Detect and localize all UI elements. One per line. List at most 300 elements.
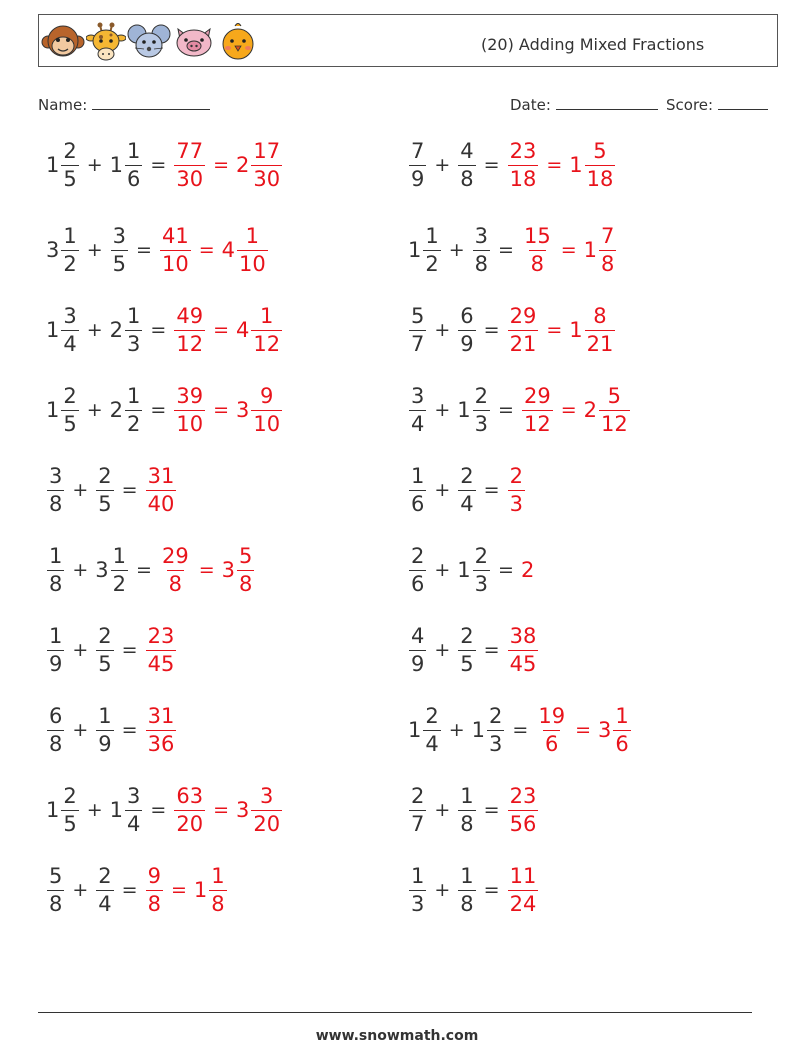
addend-1-term: [408, 543, 427, 596]
answer-improper-fraction: [146, 463, 177, 516]
addend-1-term: [46, 463, 65, 516]
addend-2-fraction: [458, 783, 475, 836]
answer-improper-denominator: 40: [147, 491, 175, 516]
problem-item: [46, 857, 228, 923]
addend-2-term: [472, 223, 491, 276]
addend-2-denominator: 3: [127, 331, 141, 356]
footer-url: www.snowmath.com: [315, 1028, 479, 1044]
addend-2-numerator: 2: [460, 623, 474, 648]
addend-1-fraction: [61, 138, 78, 191]
answer-mixed-denominator: 10: [253, 411, 281, 436]
addend-2-numerator: 2: [474, 543, 489, 568]
answer-whole-number: 2: [520, 558, 535, 582]
addend-2-term: [95, 623, 114, 676]
addend-1-fraction: [409, 783, 426, 836]
addend-2-denominator: 3: [474, 411, 489, 436]
addend-1-term: [408, 303, 427, 356]
addend-1-term: [408, 383, 427, 436]
addend-1-denominator: 9: [411, 651, 425, 676]
addend-1-numerator: 1: [411, 863, 425, 888]
addend-1-fraction: [47, 703, 64, 756]
plus-sign: +: [72, 639, 89, 661]
addend-1-fraction: [61, 383, 78, 436]
addend-2-fraction: [458, 138, 475, 191]
equals-sign: =: [483, 319, 500, 341]
answer-improper-numerator: 2: [509, 463, 523, 488]
addend-1-numerator: 2: [63, 138, 77, 163]
answer-mixed-numerator: 5: [593, 138, 607, 163]
problem-item: [408, 617, 539, 683]
answer-improper-denominator: 12: [523, 411, 551, 436]
problem-item: [408, 697, 632, 763]
addend-1-numerator: 6: [49, 703, 63, 728]
answer: [507, 138, 617, 191]
addend-2-denominator: 6: [127, 166, 141, 191]
addend-1-whole-number: 1: [46, 798, 60, 822]
answer-mixed-whole-number: 2: [236, 153, 250, 177]
answer-mixed-fraction: [237, 543, 254, 596]
addend-1-numerator: 4: [411, 623, 425, 648]
addend-1-term: [408, 623, 427, 676]
answer: [173, 783, 283, 836]
answer-improper-fraction: [146, 623, 177, 676]
answer-improper-term: [173, 138, 206, 191]
equals-sign: =: [498, 399, 514, 421]
addend-1-term: [408, 138, 427, 191]
plus-sign: +: [448, 239, 465, 261]
answer-mixed-denominator: 12: [601, 411, 628, 436]
addend-2-term: [457, 623, 476, 676]
answer-improper-fraction: [160, 223, 191, 276]
answer-improper-fraction: [522, 223, 553, 276]
answer: [521, 558, 534, 582]
answer-mixed-denominator: 12: [253, 331, 281, 356]
addend-1-term: [408, 863, 427, 916]
addend-1-denominator: 9: [411, 166, 425, 191]
addend-1-term: [46, 623, 65, 676]
animal-icons: [41, 21, 259, 63]
addend-2-numerator: 4: [460, 138, 474, 163]
addend-2-term: [457, 138, 476, 191]
addend-1-term: [46, 223, 80, 276]
answer-improper-term: [507, 463, 526, 516]
addend-1-fraction: [47, 863, 64, 916]
answer-mixed-term: [221, 223, 269, 276]
plus-sign: +: [434, 399, 451, 421]
addend-2-denominator: 4: [460, 491, 474, 516]
problem-item: [46, 377, 283, 443]
answer-improper-numerator: 39: [176, 383, 204, 408]
addend-2-numerator: 2: [98, 863, 112, 888]
problem-item: [46, 457, 177, 523]
answer-improper-numerator: 9: [147, 863, 161, 888]
addend-1-fraction: [47, 623, 64, 676]
addend-1-numerator: 1: [411, 463, 425, 488]
answer-improper-numerator: 41: [161, 223, 189, 248]
addend-1-denominator: 6: [411, 491, 425, 516]
answer-improper-denominator: 10: [176, 411, 204, 436]
problem-item: [408, 217, 617, 283]
answer-improper-denominator: 21: [509, 331, 537, 356]
answer: [173, 138, 283, 191]
plus-sign: +: [434, 799, 451, 821]
addend-2-numerator: 1: [127, 138, 141, 163]
addend-2-whole-number: 1: [457, 558, 471, 582]
addend-2-term: [110, 223, 129, 276]
addend-2-whole-number: 1: [109, 153, 124, 177]
answer-mixed-numerator: 1: [615, 703, 629, 728]
addend-2-numerator: 1: [127, 303, 141, 328]
answer-mixed-whole-number: 4: [236, 318, 250, 342]
addend-2-fraction: [96, 863, 113, 916]
answer-improper-numerator: 31: [147, 703, 175, 728]
answer-equals-sign: =: [170, 879, 187, 901]
addend-1-denominator: 2: [425, 251, 439, 276]
answer-improper-denominator: 30: [176, 166, 204, 191]
problem-item: [46, 132, 283, 198]
addend-1-denominator: 6: [411, 571, 425, 596]
answer-improper-term: [145, 703, 178, 756]
addend-1-numerator: 5: [411, 303, 425, 328]
answer: [173, 383, 283, 436]
answer: [145, 703, 178, 756]
answer-improper-denominator: 24: [509, 891, 537, 916]
addend-2-denominator: 8: [474, 251, 489, 276]
answer: [507, 863, 540, 916]
answer-improper-denominator: 8: [147, 891, 161, 916]
answer-improper-fraction: [522, 383, 553, 436]
answer: [507, 303, 617, 356]
addend-2-term: [95, 463, 114, 516]
plus-sign: +: [448, 719, 465, 741]
addend-2-numerator: 1: [112, 543, 127, 568]
answer-improper-numerator: 49: [176, 303, 204, 328]
addend-2-numerator: 3: [127, 783, 141, 808]
answer: [145, 623, 178, 676]
answer-mixed-term: [583, 223, 618, 276]
answer: [507, 463, 526, 516]
addend-1-term: [46, 703, 65, 756]
addend-1-fraction: [409, 463, 426, 516]
answer-improper-numerator: 23: [509, 138, 537, 163]
answer-mixed-whole-number: 1: [569, 153, 583, 177]
equals-sign: =: [483, 154, 500, 176]
answer-mixed-numerator: 3: [260, 783, 274, 808]
name-field[interactable]: [38, 94, 210, 114]
addend-2-denominator: 5: [98, 651, 112, 676]
addend-2-whole-number: 2: [109, 318, 124, 342]
answer-improper-fraction: [508, 623, 539, 676]
answer-mixed-whole-number: 1: [583, 238, 597, 262]
addend-1-fraction: [423, 223, 440, 276]
addend-2-whole-number: 3: [95, 558, 109, 582]
equals-sign: =: [483, 639, 500, 661]
answer-improper-numerator: 15: [523, 223, 551, 248]
answer: [507, 783, 540, 836]
addend-1-denominator: 7: [411, 331, 425, 356]
answer-mixed-fraction: [585, 303, 616, 356]
answer-mixed-term: [583, 383, 631, 436]
problem-item: [46, 617, 177, 683]
addend-2-whole-number: 1: [471, 718, 486, 742]
pig-icon: [172, 21, 216, 63]
addend-2-whole-number: 1: [109, 798, 124, 822]
plus-sign: +: [434, 879, 451, 901]
addend-1-fraction: [47, 463, 64, 516]
score-field[interactable]: [666, 94, 768, 114]
plus-sign: +: [86, 399, 103, 421]
score-label: Score:: [666, 96, 714, 114]
answer-equals-sign: =: [198, 559, 215, 581]
addend-1-whole-number: 1: [408, 238, 422, 262]
addend-2-fraction: [125, 303, 142, 356]
answer-improper-fraction: [146, 703, 177, 756]
addend-2-denominator: 4: [98, 891, 112, 916]
answer-improper-term: [507, 303, 540, 356]
worksheet-header: [38, 14, 778, 67]
addend-1-denominator: 4: [63, 331, 77, 356]
addend-2-fraction: [473, 543, 490, 596]
addend-1-term: [46, 383, 80, 436]
answer-mixed-term: [236, 138, 283, 191]
answer-mixed-fraction: [237, 223, 268, 276]
problem-item: [408, 777, 539, 843]
addend-1-term: [46, 543, 65, 596]
equals-sign: =: [150, 154, 167, 176]
addend-1-denominator: 4: [411, 411, 425, 436]
addend-1-fraction: [61, 783, 78, 836]
addend-1-fraction: [409, 303, 426, 356]
answer-improper-term: [173, 783, 206, 836]
answer-equals-sign: =: [560, 399, 577, 421]
answer-improper-fraction: [508, 303, 539, 356]
equals-sign: =: [512, 719, 529, 741]
answer-mixed-fraction: [209, 863, 226, 916]
answer-mixed-fraction: [585, 138, 616, 191]
equals-sign: =: [150, 799, 167, 821]
equals-sign: =: [121, 639, 138, 661]
equals-sign: =: [483, 879, 500, 901]
mouse-icon: [127, 21, 171, 63]
answer-mixed-term: [598, 703, 632, 756]
addend-1-fraction: [409, 138, 426, 191]
answer-improper-denominator: 8: [168, 571, 183, 596]
answer-improper-denominator: 45: [509, 651, 537, 676]
answer-mixed-denominator: 30: [253, 166, 281, 191]
answer-improper-fraction: [146, 863, 163, 916]
answer-improper-term: [159, 223, 192, 276]
problem-item: [46, 537, 255, 603]
addend-2-denominator: 5: [460, 651, 474, 676]
answer-improper-term: [507, 623, 540, 676]
addend-2-term: [457, 463, 476, 516]
equals-sign: =: [121, 479, 138, 501]
addend-2-denominator: 2: [112, 571, 127, 596]
answer-improper-numerator: 31: [147, 463, 175, 488]
addend-2-numerator: 1: [460, 783, 474, 808]
answer-improper-fraction: [536, 703, 567, 756]
addend-1-fraction: [61, 303, 78, 356]
addend-2-numerator: 6: [460, 303, 474, 328]
answer-improper-fraction: [174, 303, 205, 356]
answer-mixed-term: [569, 303, 616, 356]
addend-1-fraction: [47, 543, 64, 596]
answer-mixed-fraction: [599, 383, 630, 436]
addend-2-numerator: 2: [460, 463, 474, 488]
addend-1-numerator: 1: [49, 543, 63, 568]
addend-1-whole-number: 1: [46, 318, 60, 342]
answer-improper-fraction: [174, 138, 205, 191]
addend-1-denominator: 5: [63, 166, 77, 191]
addend-1-numerator: 5: [49, 863, 63, 888]
addend-1-denominator: 8: [49, 491, 63, 516]
addend-1-term: [408, 703, 442, 756]
equals-sign: =: [498, 559, 514, 581]
answer-mixed-numerator: 7: [601, 223, 615, 248]
answer-mixed-fraction: [251, 138, 282, 191]
addend-1-numerator: 2: [425, 703, 439, 728]
answer-improper-numerator: 23: [509, 783, 537, 808]
answer-improper-denominator: 45: [147, 651, 175, 676]
answer-mixed-whole-number: 3: [236, 798, 250, 822]
addend-2-term: [457, 863, 476, 916]
addend-1-denominator: 5: [63, 811, 77, 836]
addend-1-numerator: 7: [411, 138, 425, 163]
answer-mixed-fraction: [251, 783, 282, 836]
equals-sign: =: [483, 479, 500, 501]
addend-1-numerator: 2: [63, 783, 77, 808]
addend-2-term: [457, 383, 491, 436]
addend-2-numerator: 3: [112, 223, 127, 248]
answer-improper-numerator: 38: [509, 623, 537, 648]
date-blank[interactable]: [556, 94, 658, 110]
answer-improper-denominator: 3: [509, 491, 523, 516]
plus-sign: +: [86, 239, 103, 261]
equals-sign: =: [136, 559, 152, 581]
answer-mixed-numerator: 5: [239, 543, 253, 568]
addend-2-denominator: 8: [460, 166, 474, 191]
answer-equals-sign: =: [213, 319, 229, 341]
name-blank[interactable]: [92, 94, 210, 110]
addend-1-numerator: 2: [63, 383, 77, 408]
score-blank[interactable]: [718, 94, 768, 110]
equals-sign: =: [483, 799, 500, 821]
answer-mixed-denominator: 8: [211, 891, 225, 916]
addend-2-fraction: [458, 623, 475, 676]
addend-2-denominator: 4: [127, 811, 141, 836]
answer: [535, 703, 631, 756]
answer-improper-numerator: 63: [176, 783, 204, 808]
addend-2-term: [95, 543, 129, 596]
answer: [159, 543, 255, 596]
answer-mixed-whole-number: 2: [583, 398, 597, 422]
addend-1-denominator: 5: [63, 411, 77, 436]
answer-mixed-fraction: [599, 223, 616, 276]
answer-improper-numerator: 11: [509, 863, 537, 888]
answer-improper-denominator: 56: [509, 811, 537, 836]
addend-2-fraction: [458, 863, 475, 916]
problem-item: [46, 297, 283, 363]
answer-mixed-fraction: [613, 703, 630, 756]
answer-equals-sign: =: [213, 399, 229, 421]
answer-improper-fraction: [508, 463, 525, 516]
addend-2-fraction: [458, 463, 475, 516]
answer-improper-numerator: 77: [176, 138, 204, 163]
addend-2-fraction: [125, 138, 142, 191]
addend-1-term: [46, 863, 65, 916]
equals-sign: =: [121, 879, 138, 901]
giraffe-icon: [86, 21, 126, 63]
addend-2-fraction: [111, 543, 128, 596]
footer-divider: [38, 1012, 752, 1013]
worksheet-title: (20) Adding Mixed Fractions: [481, 35, 705, 54]
addend-1-denominator: 8: [49, 731, 63, 756]
plus-sign: +: [434, 154, 451, 176]
addend-1-fraction: [423, 703, 440, 756]
answer-improper-term: [173, 303, 206, 356]
plus-sign: +: [86, 799, 103, 821]
addend-1-whole-number: 1: [46, 398, 60, 422]
addend-2-numerator: 1: [460, 863, 474, 888]
answer: [173, 303, 283, 356]
date-label: Date:: [510, 96, 551, 114]
answer-equals-sign: =: [560, 239, 577, 261]
addend-2-numerator: 2: [489, 703, 503, 728]
answer-mixed-whole-number: 1: [569, 318, 583, 342]
answer: [521, 223, 617, 276]
answer-mixed-denominator: 8: [239, 571, 253, 596]
plus-sign: +: [72, 479, 89, 501]
addend-1-fraction: [409, 543, 426, 596]
addend-2-fraction: [96, 703, 113, 756]
addend-1-denominator: 4: [425, 731, 439, 756]
chick-icon: [217, 21, 259, 63]
answer-improper-denominator: 10: [161, 251, 189, 276]
plus-sign: +: [434, 479, 451, 501]
addend-1-numerator: 2: [411, 783, 425, 808]
answer-mixed-numerator: 5: [607, 383, 622, 408]
addend-2-term: [109, 303, 144, 356]
addend-2-denominator: 3: [489, 731, 503, 756]
answer-mixed-fraction: [251, 383, 282, 436]
equals-sign: =: [136, 239, 152, 261]
answer-mixed-denominator: 8: [601, 251, 615, 276]
addend-1-numerator: 2: [411, 543, 425, 568]
answer-mixed-whole-number: 3: [236, 398, 250, 422]
addend-2-fraction: [473, 223, 490, 276]
addend-2-fraction: [111, 223, 128, 276]
answer-equals-sign: =: [213, 799, 229, 821]
addend-1-term: [408, 783, 427, 836]
plus-sign: +: [72, 559, 89, 581]
plus-sign: +: [72, 879, 89, 901]
addend-2-fraction: [458, 303, 475, 356]
addend-2-term: [471, 703, 506, 756]
answer-improper-term: [535, 703, 568, 756]
addend-1-denominator: 2: [63, 251, 77, 276]
answer-equals-sign: =: [546, 154, 563, 176]
answer-mixed-numerator: 1: [260, 303, 274, 328]
equals-sign: =: [121, 719, 138, 741]
addend-2-term: [457, 303, 476, 356]
answer-improper-denominator: 12: [176, 331, 204, 356]
addend-1-fraction: [61, 223, 78, 276]
answer-improper-denominator: 18: [509, 166, 537, 191]
date-field[interactable]: [510, 94, 658, 114]
problem-item: [408, 377, 631, 443]
addend-1-numerator: 1: [425, 223, 439, 248]
answer-mixed-denominator: 21: [586, 331, 614, 356]
